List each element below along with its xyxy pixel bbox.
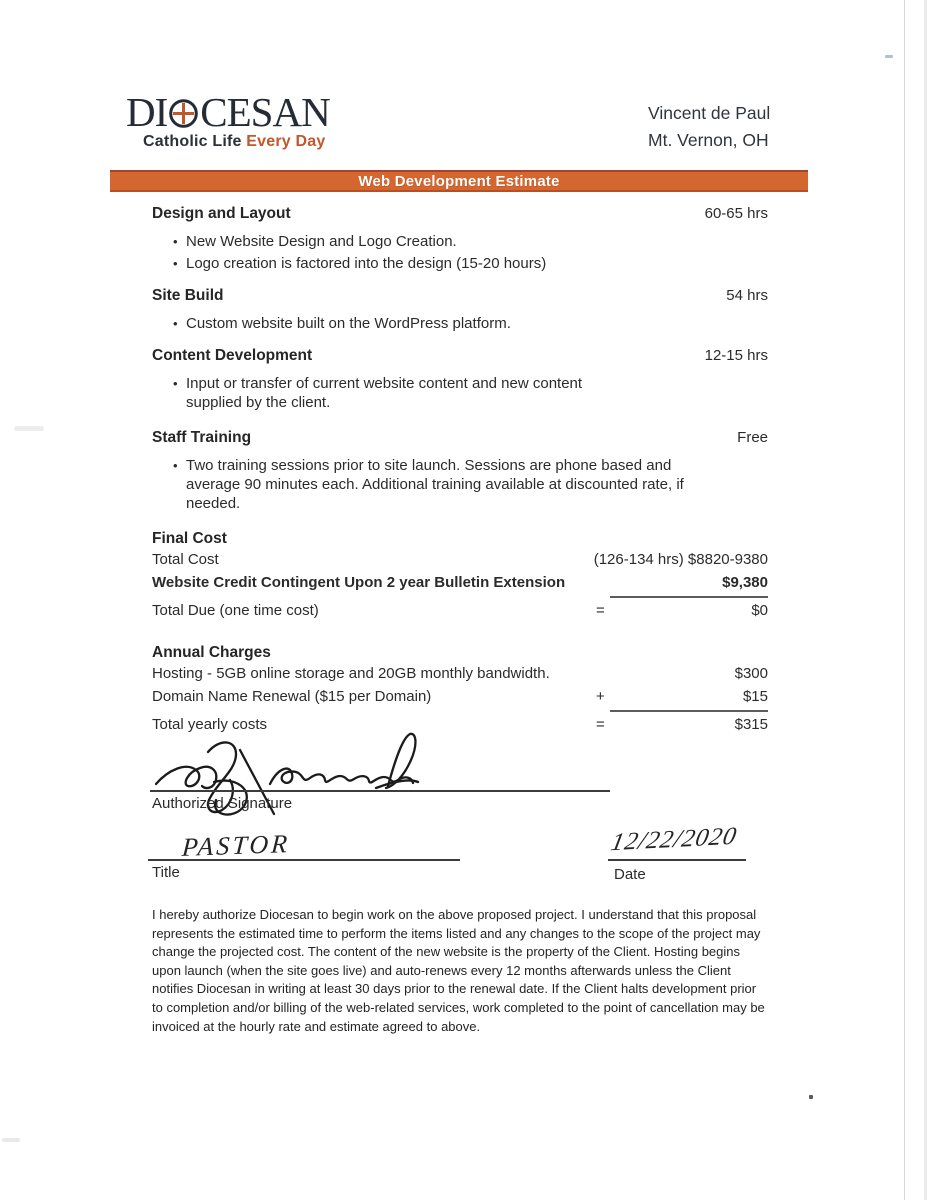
scan-smudge-artifact: [2, 1138, 20, 1142]
cost-row-domain-renewal: [152, 685, 768, 708]
cost-label: Total Due (one time cost): [152, 602, 319, 619]
section-site-build: [152, 287, 768, 333]
section-hours: 60-65 hrs: [704, 205, 768, 222]
estimate-body: [152, 199, 768, 736]
client-name: Vincent de Paul: [648, 103, 771, 123]
banner-title: Web Development Estimate: [358, 172, 560, 190]
section-design-and-layout: [152, 205, 768, 273]
bullet-item: • Custom website built on the WordPress platform.: [173, 314, 768, 333]
title-label: Title: [152, 864, 180, 881]
client-address-block: [648, 100, 770, 154]
section-hours: 12-15 hrs: [704, 347, 768, 364]
cost-operator: +: [596, 688, 605, 705]
scan-edge-line-artifact: [904, 0, 905, 1200]
cost-value: $15: [742, 688, 768, 705]
cost-value: $315: [734, 716, 768, 733]
logo-wordmark-left: DI: [126, 89, 168, 135]
date-handwritten-value: 12/22/2020: [608, 822, 740, 857]
cost-row-total-due: [152, 599, 768, 622]
estimate-banner: [110, 170, 808, 192]
section-hours: 54 hrs: [726, 287, 768, 304]
cost-value: $9,380: [722, 574, 768, 591]
client-location: Mt. Vernon, OH: [648, 130, 769, 150]
final-cost-heading: Final Cost: [152, 530, 227, 547]
cost-row-website-credit: [152, 571, 768, 594]
cost-label: Domain Name Renewal ($15 per Domain): [152, 688, 432, 705]
cost-row-total-cost: [152, 548, 768, 571]
section-title: Staff Training: [152, 429, 252, 446]
cost-row-hosting: [152, 662, 768, 685]
cost-label: Hosting - 5GB online storage and 20GB monthly bandwidth.: [152, 665, 550, 682]
cost-operator: =: [596, 602, 605, 619]
scan-smudge-artifact: [14, 426, 44, 431]
logo-tagline: [143, 133, 330, 151]
section-content-development: [152, 347, 768, 412]
cost-label: Website Credit Contingent Upon 2 year Bulletin Extension: [152, 574, 566, 591]
blue-pen-mark-artifact: [885, 55, 893, 58]
ink-speck-artifact: [809, 1095, 813, 1099]
bullet-item: • Input or transfer of current website content and new content supplied by the client.: [173, 374, 634, 412]
signature-line: [150, 790, 610, 792]
cost-operator: =: [596, 716, 605, 733]
title-line: [148, 859, 460, 861]
cost-value: (126-134 hrs) $8820-9380: [593, 551, 768, 568]
section-title: Design and Layout: [152, 205, 291, 222]
section-staff-training: [152, 429, 768, 513]
legal-paragraph: I hereby authorize Diocesan to begin work on the above proposed project. I understand that this proposal represents the estimated time to perform the items listed and any changes to the scope of the project may change the projected cost. The content of the new website is the property of the Client. Hosting begins upon launch (when the site goes live) and auto-renews every 12 months afterwards unless the Client notifies Diocesan in writing at least 30 days prior to the renewal date. If the Client halts development prior to completion and/or billing of the web-related services, work completed to the point of cancellation may be invoiced at the hourly rate and estimate agreed to above.: [152, 907, 765, 1034]
tagline-accent: Every Day: [246, 133, 326, 150]
section-hours: Free: [737, 429, 768, 446]
bullet-item: • New Website Design and Logo Creation.: [173, 232, 768, 251]
section-title: Content Development: [152, 347, 313, 364]
subtotal-rule: [610, 709, 768, 712]
cross-in-o-icon: [168, 98, 199, 129]
authorized-signature-label: Authorized Signature: [152, 795, 293, 812]
cost-value: $0: [751, 602, 768, 619]
date-line: [608, 859, 746, 861]
annual-charges-heading: Annual Charges: [152, 644, 271, 661]
date-label: Date: [614, 866, 646, 883]
subtotal-rule: [610, 595, 768, 598]
cost-value: $300: [734, 665, 768, 682]
cost-label: Total Cost: [152, 551, 219, 568]
bullet-item: • Two training sessions prior to site launch. Sessions are phone based and average 90 minutes each. Additional training available at discounted rate, if needed.: [173, 456, 719, 513]
section-title: Site Build: [152, 287, 224, 304]
diocesan-logo: [126, 89, 330, 151]
bullet-item: • Logo creation is factored into the design (15-20 hours): [173, 254, 768, 273]
cost-label: Total yearly costs: [152, 716, 268, 733]
logo-wordmark: [126, 89, 330, 135]
tagline-dark: Catholic Life: [143, 133, 247, 150]
title-handwritten-value: PASTOR: [181, 829, 292, 862]
logo-wordmark-right: CESAN: [200, 89, 330, 135]
